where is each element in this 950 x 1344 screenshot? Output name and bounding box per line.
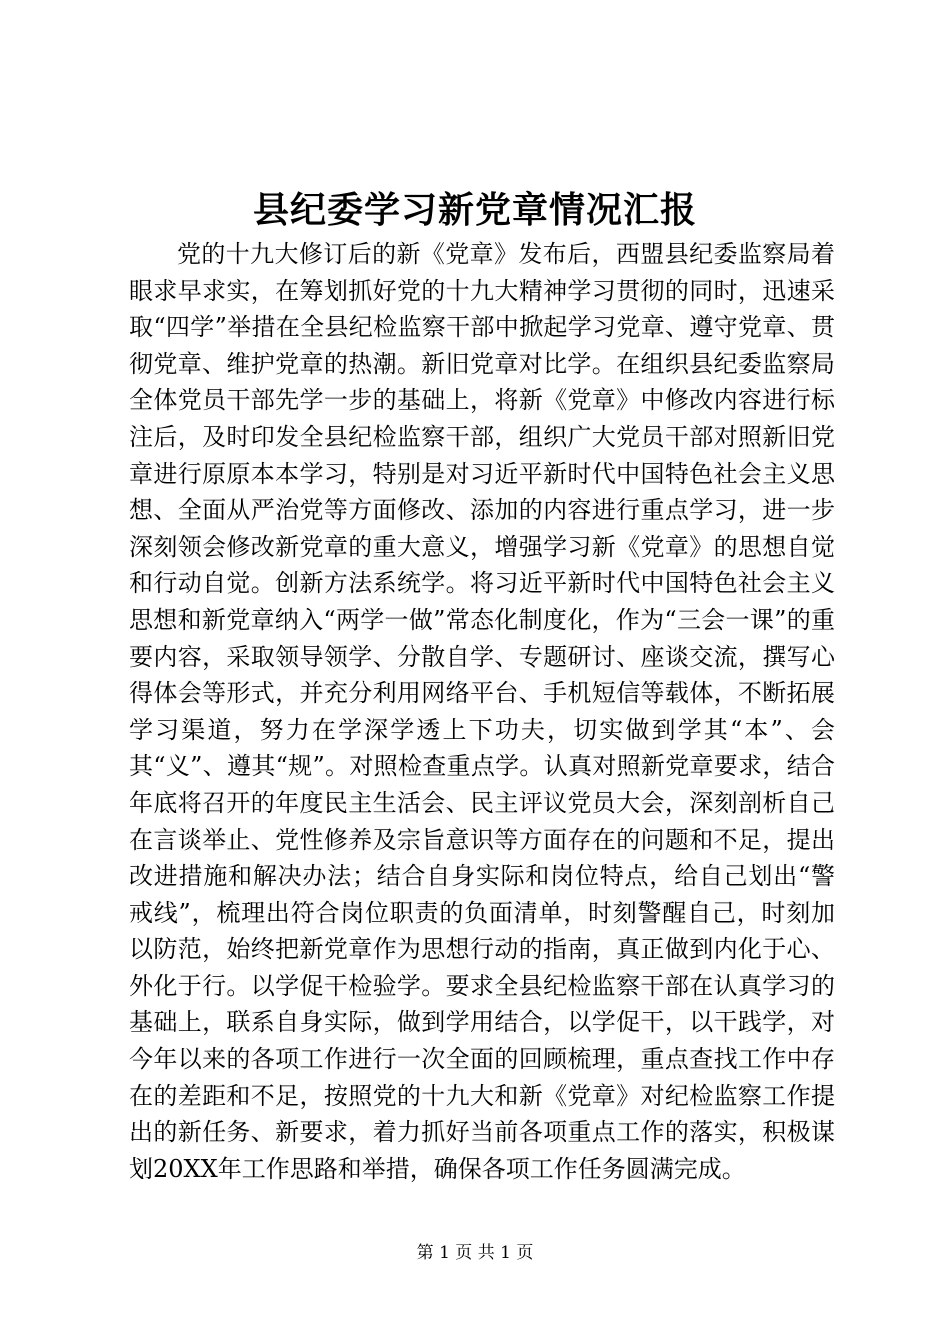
document-title: 县纪委学习新党章情况汇报: [252, 189, 697, 231]
document-body-paragraph: 党的十九大修订后的新《党章》发布后，西盟县纪委监察局着眼求早求实，在筹划抓好党的十九大精神学习贯彻的同时，迅速采取“四学”举措在全县纪检监察干部中掀起学习党章、遵守党章、贯彻党章、维护党章的热潮。新旧党章对比学。在组织县纪委监察局全体党员干部先学一步的基础上，将新《党章》中修改内容进行标注后，及时印发全县纪检监察干部，组织广大党员干部对照新旧党章进行原原本本学习，特别是对习近平新时代中国特色社会主义思想、全面从严治党等方面修改、添加的内容进行重点学习，进一步深刻领会修改新党章的重大意义，增强学习新《党章》的思想自觉和行动自觉。创新方法系统学。将习近平新时代中国特色社会主义思想和新党章纳入“两学一做”常态化制度化，作为“三会一课”的重要内容，采取领导领学、分散自学、专题研讨、座谈交流，撰写心得体会等形式，并充分利用网络平台、手机短信等载体，不断拓展学习渠道，努力在学深学透上下功夫，切实做到学其“本”、会其“义”、遵其“规”。对照检查重点学。认真对照新党章要求，结合年底将召开的年度民主生活会、民主评议党员大会，深刻剖析自己在言谈举止、党性修养及宗旨意识等方面存在的问题和不足，提出改进措施和解决办法；结合自身实际和岗位特点，给自己划出“警戒线”，梳理出符合岗位职责的负面清单，时刻警醒自己，时刻加以防范，始终把新党章作为思想行动的指南，真正做到内化于心、外化于行。以学促干检验学。要求全县纪检监察干部在认真学习的基础上，联系自身实际，做到学用结合，以学促干，以干践学，对今年以来的各项工作进行一次全面的回顾梳理，重点查找工作中存在的差距和不足，按照党的十九大和新《党章》对纪检监察工作提出的新任务、新要求，着力抓好当前各项重点工作的落实，积极谋划20XX年工作思路和举措，确保各项工作任务圆满完成。: [129, 240, 835, 1183]
page-number-footer: 第 1 页 共 1 页: [416, 1243, 534, 1263]
